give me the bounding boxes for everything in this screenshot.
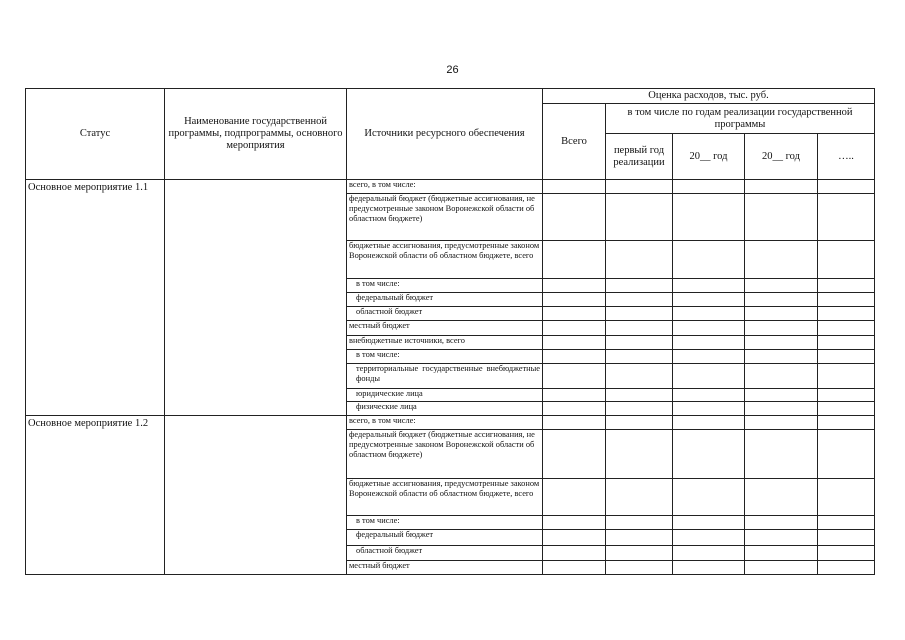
source-cell: в том числе: [347,279,543,293]
header-program-name: Наименование государственной программы, подпрограммы, основного мероприятия [165,89,347,180]
page-number: 26 [446,64,459,76]
header-first-year: первый год реализации [606,134,673,180]
source-cell: территориальные государственные внебюджетные фонды [347,364,543,389]
source-cell: местный бюджет [347,321,543,336]
header-etc: ….. [818,134,875,180]
header-year-2: 20__ год [673,134,745,180]
source-cell: бюджетные ассигнования, предусмотренные законом Воронежской области об областном бюджете, всего [347,241,543,279]
header-total: Всего [543,104,606,180]
source-cell: федеральный бюджет [347,530,543,546]
source-cell: внебюджетные источники, всего [347,336,543,350]
source-cell: областной бюджет [347,307,543,321]
status-cell: Основное мероприятие 1.2 [26,416,165,575]
source-cell: бюджетные ассигнования, предусмотренные законом Воронежской области об областном бюджете, всего [347,479,543,516]
source-cell: юридические лица [347,389,543,402]
source-cell: всего, в том числе: [347,180,543,194]
header-status: Статус [26,89,165,180]
program-name-cell [165,416,347,575]
table-row [26,180,875,194]
source-cell: в том числе: [347,516,543,530]
header-sources: Источники ресурсного обеспечения [347,89,543,180]
source-cell: местный бюджет [347,561,543,575]
source-cell: федеральный бюджет [347,293,543,307]
source-cell: в том числе: [347,350,543,364]
source-cell: федеральный бюджет (бюджетные ассигнования, не предусмотренные законом Воронежской области об областном бюджете) [347,194,543,241]
source-cell: физические лица [347,402,543,416]
header-year-3: 20__ год [745,134,818,180]
status-cell: Основное мероприятие 1.1 [26,180,165,416]
header-cost-estimate: Оценка расходов, тыс. руб. [543,89,875,104]
header-by-years: в том числе по годам реализации государственной программы [606,104,875,134]
program-name-cell [165,180,347,416]
source-cell: федеральный бюджет (бюджетные ассигнования, не предусмотренные законом Воронежской области об областном бюджете) [347,430,543,479]
source-cell: областной бюджет [347,546,543,561]
resource-table [25,88,875,575]
source-cell: всего, в том числе: [347,416,543,430]
table-row [26,416,875,430]
